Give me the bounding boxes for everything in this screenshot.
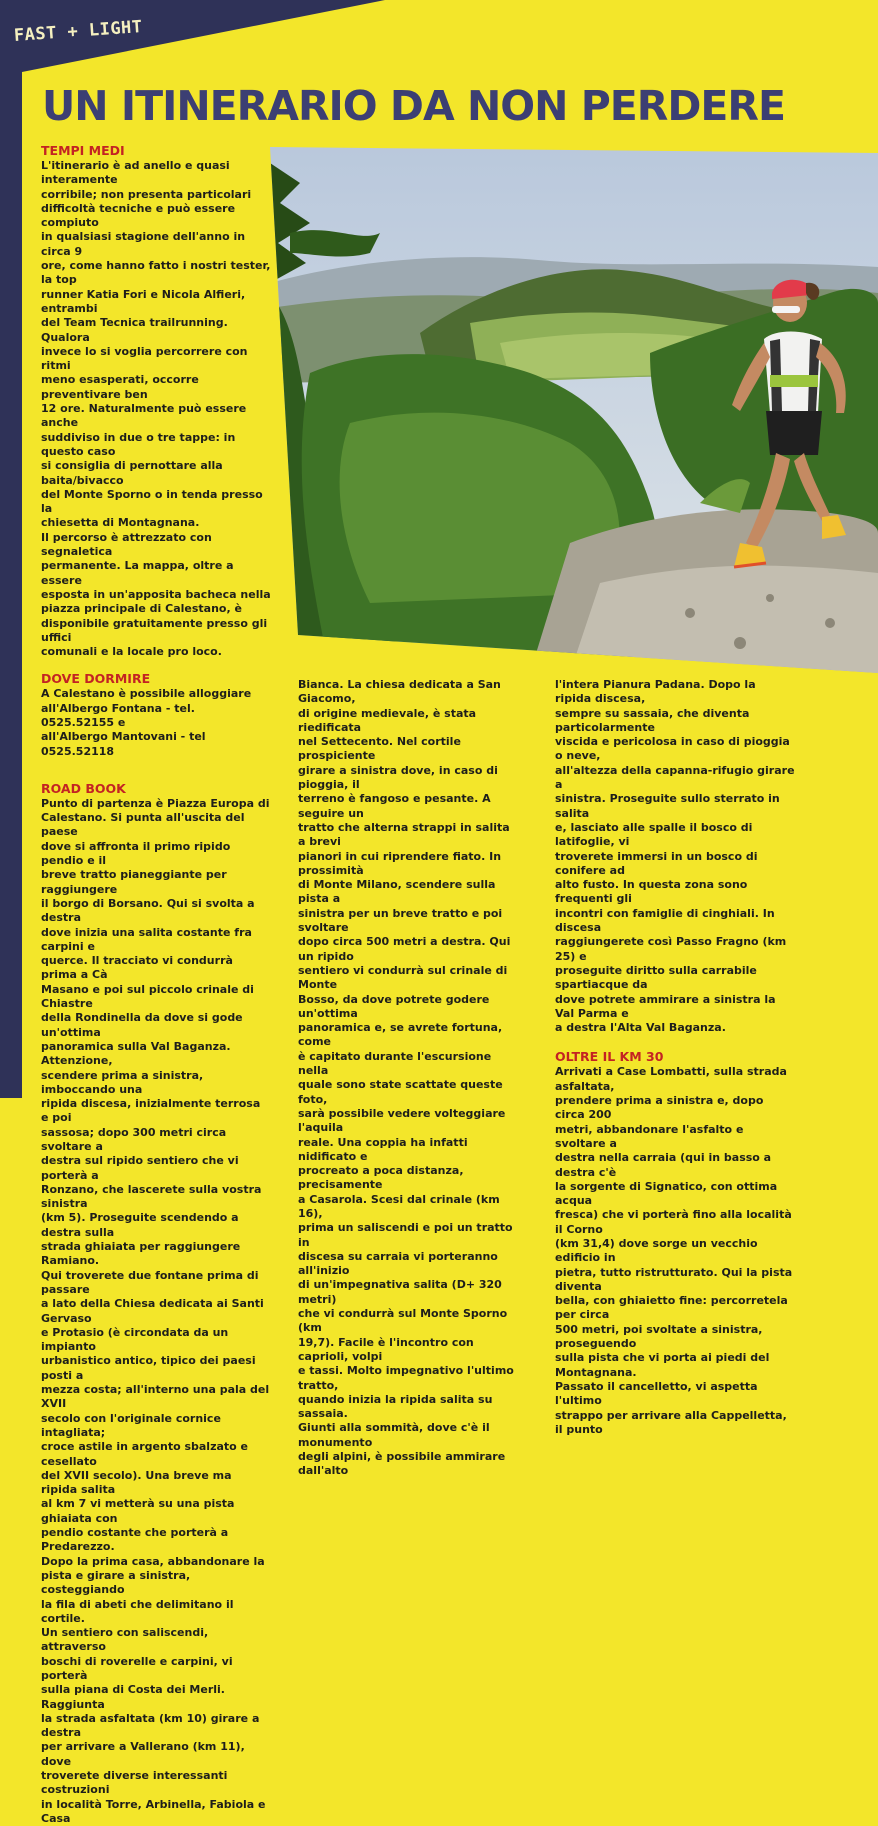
text-line: Calestano. Si punta all'uscita del paese xyxy=(41,811,245,839)
text-line: del XVII secolo). Una breve ma ripida salita xyxy=(41,1468,232,1497)
section-tag: FAST + LIGHT xyxy=(13,17,144,46)
road-book-heading: ROAD BOOK xyxy=(41,780,126,796)
text-line: si consiglia di pernottare alla baita/bivacco xyxy=(41,459,223,487)
text-line: L'itinerario è ad anello e quasi interamente xyxy=(41,159,230,187)
text-line: la sorgente di Signatico, con ottima acqua xyxy=(555,1179,778,1208)
text-line: procreato a poca distanza, precisamente xyxy=(298,1164,464,1192)
text-line: metri, abbandonare l'asfalto e svoltare a xyxy=(555,1122,744,1150)
text-line: raggiungerete così Passo Fragno (km 25) e xyxy=(555,935,787,963)
text-line: troverete diverse interessanti costruzioni xyxy=(41,1769,228,1797)
text-line: Punto di partenza è Piazza Europa di xyxy=(41,796,270,810)
text-line: prendere prima a sinistra e, dopo circa 200 xyxy=(555,1094,764,1122)
text-line: panoramica sulla Val Baganza. Attenzione, xyxy=(41,1039,231,1068)
text-line: Giunti alla sommità, dove c'è il monumento xyxy=(298,1421,490,1449)
text-line: a Casarola. Scesi dal crinale (km 16), xyxy=(298,1192,500,1220)
text-line: per arrivare a Vallerano (km 11), dove xyxy=(41,1740,245,1768)
text-line: al km 7 vi metterà su una pista ghiaiata con xyxy=(41,1497,235,1525)
text-line: alto fusto. In questa zona sono frequenti gli xyxy=(555,878,748,906)
text-line: croce astile in argento sbalzato e cesellato xyxy=(41,1440,249,1468)
text-line: girare a sinistra dove, in caso di pioggia, il xyxy=(298,763,498,792)
text-line: a lato della Chiesa dedicata ai Santi Gervaso xyxy=(41,1297,264,1325)
text-line: breve tratto pianeggiante per raggiungere xyxy=(41,868,227,896)
text-line: sinistra. Proseguite sullo sterrato in salita xyxy=(555,792,780,820)
page-title: UN ITINERARIO DA NON PERDERE xyxy=(42,82,785,130)
text-line: esposta in un'apposita bacheca nella xyxy=(41,587,271,601)
column-right xyxy=(555,678,795,1437)
text-line: è capitato durante l'escursione nella xyxy=(298,1049,492,1078)
text-line: pianori in cui riprendere fiato. In prossimità xyxy=(298,849,502,877)
text-line: sulla piana di Costa dei Merli. Raggiunta xyxy=(41,1683,225,1711)
text-line: querce. Il tracciato vi condurrà prima a Cà xyxy=(41,954,233,982)
text-line: Un sentiero con saliscendi, attraverso xyxy=(41,1626,209,1654)
text-line: ripida discesa, inizialmente terrosa e poi xyxy=(41,1097,261,1125)
text-line: suddiviso in due o tre tappe: in questo caso xyxy=(41,430,236,458)
text-line: dove inizia una salita costante fra carpini e xyxy=(41,925,252,953)
dove-dormire-heading: DOVE DORMIRE xyxy=(41,671,151,687)
text-line: runner Katia Fori e Nicola Alfieri, entrambi xyxy=(41,287,246,315)
text-line: ore, come hanno fatto i nostri tester, la top xyxy=(41,259,271,287)
text-line: destra nella carraia (qui in basso a destra c'è xyxy=(555,1151,772,1179)
text-line: e Protasio (è circondata da un impianto xyxy=(41,1325,229,1354)
text-line: dopo circa 500 metri a destra. Qui un ripido xyxy=(298,935,511,963)
text-line: permanente. La mappa, oltre a essere xyxy=(41,559,234,587)
text-line: all'altezza della capanna-rifugio girare a xyxy=(555,763,795,792)
text-line: troverete immersi in un bosco di conifere ad xyxy=(555,849,758,877)
text-line: panoramica e, se avrete fortuna, come xyxy=(298,1021,503,1049)
text-line: invece lo si voglia percorrere con ritmi xyxy=(41,344,248,373)
text-line: sentiero vi condurrà sul crinale di Monte xyxy=(298,963,508,992)
text-line: all'Albergo Mantovani - tel 0525.52118 xyxy=(41,730,206,758)
text-line: corribile; non presenta particolari xyxy=(41,187,252,201)
text-line: Passato il cancelletto, vi aspetta l'ultimo xyxy=(555,1379,758,1408)
text-line: pista e girare a sinistra, costeggiando xyxy=(41,1568,191,1597)
text-line: boschi di roverelle e carpini, vi porterà xyxy=(41,1654,233,1682)
text-line: Qui troverete due fontane prima di passare xyxy=(41,1268,259,1296)
column-left xyxy=(41,143,271,1826)
text-line: sempre su sassaia, che diventa particolarmente xyxy=(555,706,750,734)
text-line: della Rondinella da dove si gode un'ottima xyxy=(41,1011,243,1039)
text-line: di un'impegnativa salita (D+ 320 metri) xyxy=(298,1278,502,1306)
text-line: degli alpini, è possibile ammirare dall'alto xyxy=(298,1450,506,1478)
text-line: del Monte Sporno o in tenda presso la xyxy=(41,487,263,516)
text-line: del Team Tecnica trailrunning. Qualora xyxy=(41,316,228,344)
text-line: bella, con ghiaietto fine: percorretela per circa xyxy=(555,1294,788,1322)
text-line: sulla pista che vi porta ai piedi del Montagnana. xyxy=(555,1351,770,1379)
text-line: fresca) che vi porterà fino alla località il Corno xyxy=(555,1208,792,1236)
text-line: Arrivati a Case Lombatti, sulla strada asfaltata, xyxy=(555,1065,787,1093)
text-line: viscida e pericolosa in caso di pioggia o neve, xyxy=(555,735,790,763)
text-line: Il percorso è attrezzato con segnaletica xyxy=(41,530,212,559)
text-line: mezza costa; all'interno una pala del XVII xyxy=(41,1383,270,1411)
text-line: sarà possibile vedere volteggiare l'aquila xyxy=(298,1106,506,1135)
text-line: comunali e la locale pro loco. xyxy=(41,645,222,659)
text-line: pietra, tutto ristrutturato. Qui la pista diventa xyxy=(555,1265,793,1293)
text-line: e tassi. Molto impegnativo l'ultimo tratto, xyxy=(298,1364,514,1392)
text-line: che vi condurrà sul Monte Sporno (km xyxy=(298,1307,508,1335)
oltre-km-30-heading: OLTRE IL KM 30 xyxy=(555,1049,664,1065)
text-line: Masano e poi sul piccolo crinale di Chiastre xyxy=(41,982,254,1011)
text-line: 19,7). Facile è l'incontro con caprioli, volpi xyxy=(298,1335,474,1363)
text-line: secolo con l'originale cornice intagliata; xyxy=(41,1411,221,1439)
column-middle xyxy=(298,678,520,1479)
text-line: discesa su carraia vi porteranno all'inizio xyxy=(298,1249,498,1278)
text-line: a destra l'Alta Val Baganza. xyxy=(555,1021,726,1035)
text-line: Ronzano, che lascerete sulla vostra sinistra xyxy=(41,1182,262,1211)
text-line: l'intera Pianura Padana. Dopo la ripida discesa, xyxy=(555,678,756,706)
text-line: difficoltà tecniche e può essere compiuto xyxy=(41,201,236,230)
text-line: quando inizia la ripida salita su sassaia. xyxy=(298,1392,493,1421)
runner-landscape-photo xyxy=(270,143,878,673)
text-line: di origine medievale, è stata riedificata xyxy=(298,706,477,734)
text-line: Dopo la prima casa, abbandonare la xyxy=(41,1554,265,1568)
text-line: dove potrete ammirare a sinistra la Val Parma e xyxy=(555,992,776,1020)
text-line: Bosso, da dove potrete godere un'ottima xyxy=(298,992,490,1020)
text-line: all'Albergo Fontana - tel. 0525.52155 e xyxy=(41,701,195,729)
text-line: terreno è fangoso e pesante. A seguire un xyxy=(298,792,491,820)
text-line: la strada asfaltata (km 10) girare a destra xyxy=(41,1711,260,1740)
text-line: in qualsiasi stagione dell'anno in circa 9 xyxy=(41,230,246,258)
text-line: nel Settecento. Nel cortile prospiciente xyxy=(298,735,461,763)
text-line: proseguite diritto sulla carrabile spartiacque da xyxy=(555,963,757,992)
text-line: destra sul ripido sentiero che vi porterà a xyxy=(41,1154,239,1182)
text-line: il borgo di Borsano. Qui si svolta a destra xyxy=(41,896,255,925)
text-line: di Monte Milano, scendere sulla pista a xyxy=(298,878,496,906)
text-line: 12 ore. Naturalmente può essere anche xyxy=(41,402,247,430)
text-line: incontri con famiglie di cinghiali. In discesa xyxy=(555,906,775,935)
text-line: meno esasperati, occorre preventivare ben xyxy=(41,373,199,401)
text-line: prima un saliscendi e poi un tratto in xyxy=(298,1221,513,1249)
text-line: strada ghiaiata per raggiungere Ramiano. xyxy=(41,1240,241,1268)
text-line: urbanistico antico, tipico dei paesi posti a xyxy=(41,1354,256,1382)
text-line: piazza principale di Calestano, è xyxy=(41,602,242,616)
text-line: la fila di abeti che delimitano il cortile. xyxy=(41,1597,234,1625)
text-line: quale sono state scattate queste foto, xyxy=(298,1078,503,1106)
text-line: chiesetta di Montagnana. xyxy=(41,516,200,530)
text-line: tratto che alterna strappi in salita a brevi xyxy=(298,820,510,849)
text-line: A Calestano è possibile alloggiare xyxy=(41,687,252,701)
text-line: disponibile gratuitamente presso gli uffici xyxy=(41,616,268,644)
text-line: strappo per arrivare alla Cappelletta, il punto xyxy=(555,1408,787,1436)
text-line: dove si affronta il primo ripido pendio e il xyxy=(41,839,231,868)
text-line: pendio costante che porterà a Predarezzo. xyxy=(41,1526,229,1554)
text-line: sinistra per un breve tratto e poi svoltare xyxy=(298,906,503,935)
text-line: e, lasciato alle spalle il bosco di latifoglie, vi xyxy=(555,820,753,849)
text-line: in località Torre, Arbinella, Fabiola e Casa xyxy=(41,1797,266,1825)
text-line: 500 metri, poi svoltate a sinistra, proseguendo xyxy=(555,1322,763,1351)
text-line: (km 31,4) dove sorge un vecchio edificio in xyxy=(555,1236,758,1265)
text-line: sassosa; dopo 300 metri circa svoltare a xyxy=(41,1125,227,1153)
text-line: scendere prima a sinistra, imboccando una xyxy=(41,1068,204,1096)
text-line: reale. Una coppia ha infatti nidificato e xyxy=(298,1135,468,1163)
text-line: (km 5). Proseguite scendendo a destra sulla xyxy=(41,1211,239,1239)
text-line: Bianca. La chiesa dedicata a San Giacomo, xyxy=(298,678,501,706)
tempi-medi-heading: TEMPI MEDI xyxy=(41,143,125,158)
